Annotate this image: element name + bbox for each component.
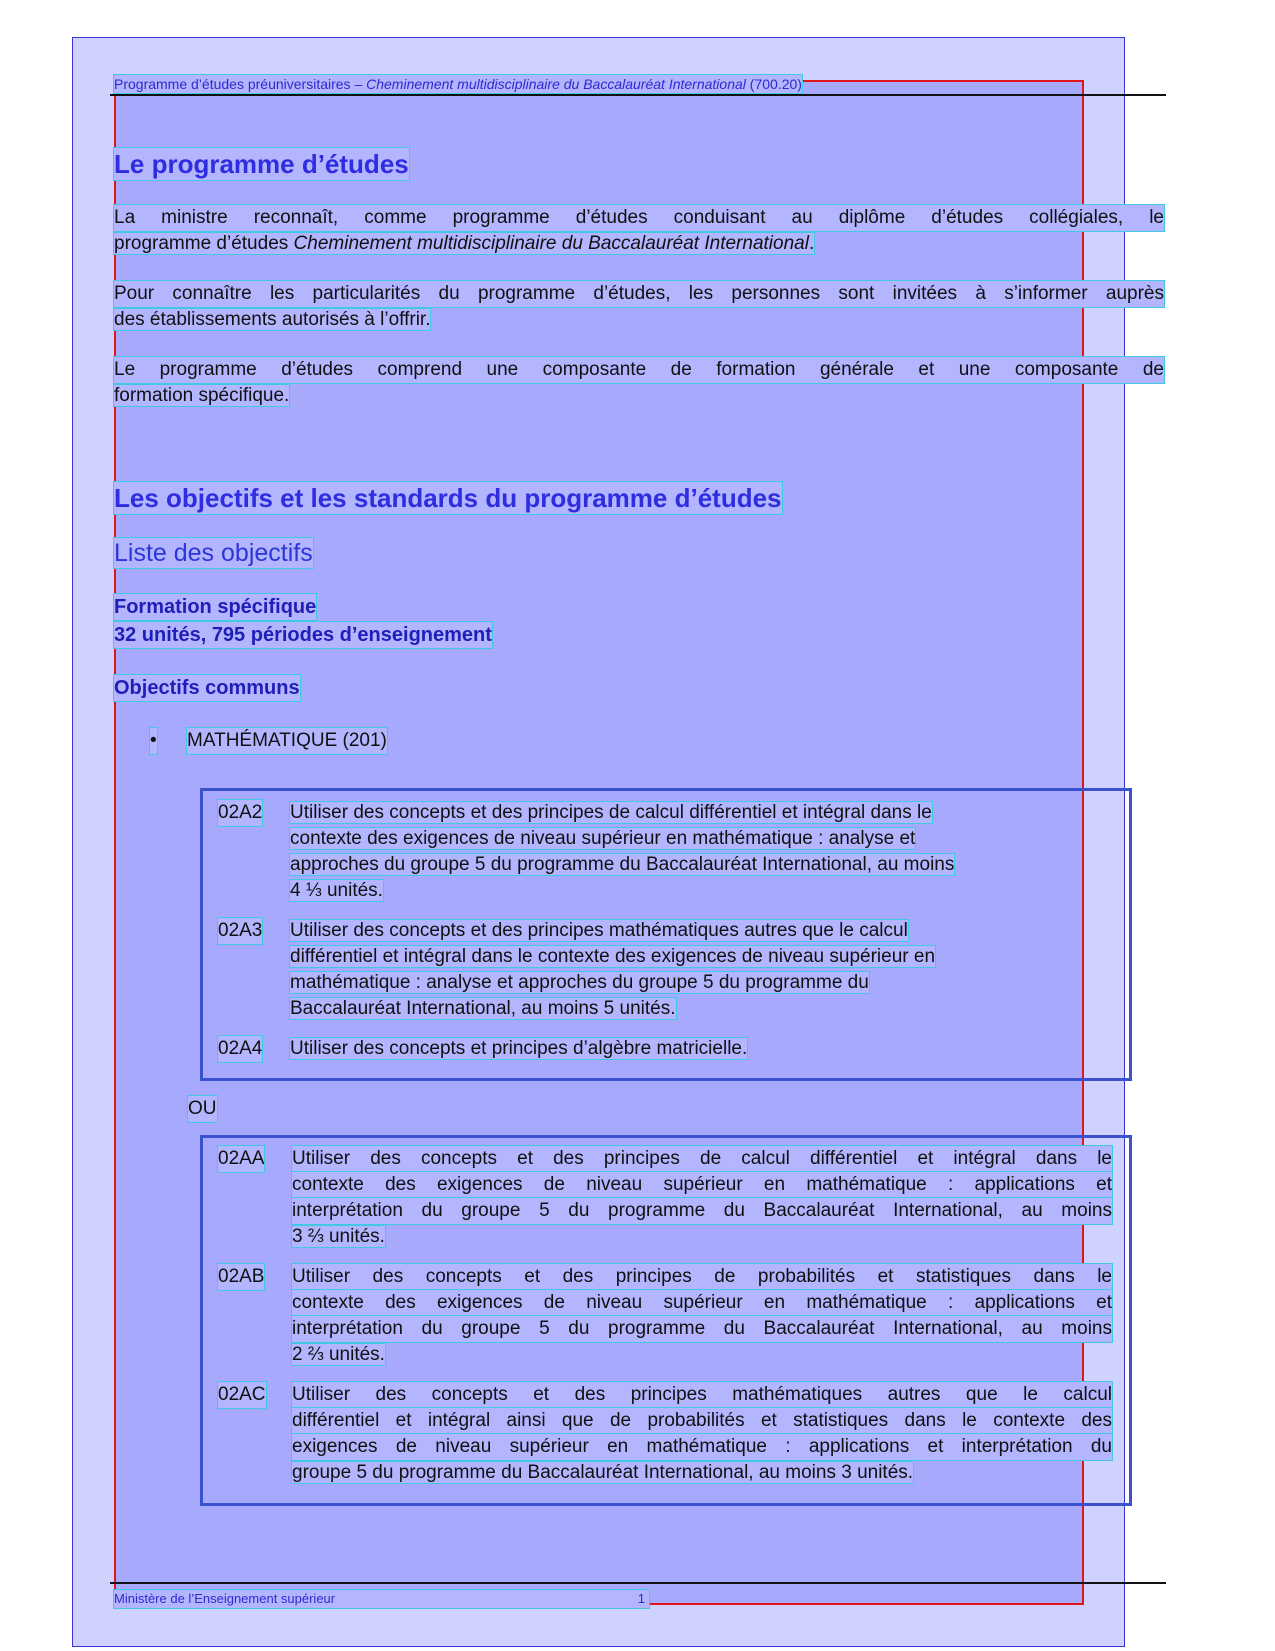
footer-rule xyxy=(110,1582,1166,1584)
objective-line: Utiliser des concepts et des principes de probabilités et statistiques dans le xyxy=(292,1264,1112,1290)
footer-ministry: Ministère de l’Enseignement supérieur xyxy=(114,1591,336,1606)
paragraph-text: . xyxy=(808,233,815,254)
objective-statement xyxy=(292,1382,1112,1486)
formation-label: Formation spécifique xyxy=(114,596,317,618)
header-code: (700.20) xyxy=(745,76,802,92)
objective-line: Utiliser des concepts et des principes mathématiques autres que le calcul xyxy=(290,920,908,941)
objective-line: interprétation du groupe 5 du programme du Baccalauréat International, au moins xyxy=(292,1198,1112,1224)
objective-line: interprétation du groupe 5 du programme du Baccalauréat International, au moins xyxy=(292,1316,1112,1342)
header-rule xyxy=(110,94,1166,96)
program-name: Cheminement multidisciplinaire du Baccalauréat International xyxy=(293,233,809,254)
footer xyxy=(114,1590,649,1608)
objective-code: 02A2 xyxy=(218,800,262,826)
paragraph-line xyxy=(114,231,1164,257)
objective-line: contexte des exigences de niveau supérieur en mathématique : applications et xyxy=(292,1290,1112,1316)
objective-statement xyxy=(290,1036,747,1062)
objective-code: 02AB xyxy=(218,1264,264,1290)
objective-line: Utiliser des concepts et principes d’algèbre matricielle. xyxy=(290,1038,748,1059)
page-number: 1 xyxy=(637,1591,645,1606)
objective-code: 02A4 xyxy=(218,1036,262,1062)
or-separator: OU xyxy=(188,1096,217,1122)
formation-units: 32 unités, 795 périodes d’enseignement xyxy=(114,624,492,646)
objective-line: Utiliser des concepts et des principes de calcul différentiel et intégral dans le xyxy=(292,1146,1112,1172)
objective-line: contexte des exigences de niveau supérieur en mathématique : applications et xyxy=(292,1172,1112,1198)
objective-line: 4 ⅓ unités. xyxy=(290,880,383,901)
paragraph-line: des établissements autorisés à l’offrir. xyxy=(114,309,431,330)
running-header xyxy=(114,75,802,93)
paragraph-line: La ministre reconnaît, comme programme d’études conduisant au diplôme d’études collégiales, le xyxy=(114,205,1164,231)
paragraph-text: programme d’études xyxy=(114,233,294,254)
objective-line: approches du groupe 5 du programme du Baccalauréat International, au moins xyxy=(290,854,955,875)
section-title-objectives: Les objectifs et les standards du programme d’études xyxy=(114,483,782,513)
header-prefix: Programme d’études préuniversitaires – xyxy=(114,76,367,92)
objective-code: 02AA xyxy=(218,1146,264,1172)
objective-line: Utiliser des concepts et des principes mathématiques autres que le calcul xyxy=(292,1382,1112,1408)
common-objectives-label: Objectifs communs xyxy=(114,677,300,699)
paragraph-recognition xyxy=(114,205,1164,257)
paragraph-line: Pour connaître les particularités du programme d’études, les personnes sont invitées à s’informer auprès xyxy=(114,281,1164,307)
objective-line: différentiel et intégral ainsi que de probabilités et statistiques dans le contexte des xyxy=(292,1408,1112,1434)
paragraph-line: formation spécifique. xyxy=(114,385,290,406)
objective-code: 02A3 xyxy=(218,918,262,944)
objective-line: Utiliser des concepts et des principes de calcul différentiel et intégral dans le xyxy=(290,802,932,823)
subject-mathematique: MATHÉMATIQUE (201) xyxy=(187,728,387,754)
objective-code: 02AC xyxy=(218,1382,266,1408)
objective-line: Baccalauréat International, au moins 5 unités. xyxy=(290,998,676,1019)
paragraph-components xyxy=(114,357,1164,409)
objective-line: différentiel et intégral dans le contexte des exigences de niveau supérieur en xyxy=(290,946,936,967)
objectives-list-title: Liste des objectifs xyxy=(114,539,313,567)
objective-line: groupe 5 du programme du Baccalauréat International, au moins 3 unités. xyxy=(292,1462,914,1483)
paragraph-line: Le programme d’études comprend une composante de formation générale et une composante de xyxy=(114,357,1164,383)
objective-line: mathématique : analyse et approches du groupe 5 du programme du xyxy=(290,972,869,993)
objective-line: contexte des exigences de niveau supérieur en mathématique : analyse et xyxy=(290,828,916,849)
objective-statement xyxy=(290,800,954,904)
objective-line: 2 ⅔ unités. xyxy=(292,1344,385,1365)
objective-statement xyxy=(292,1146,1112,1250)
bullet-icon: • xyxy=(150,728,157,754)
header-program: Cheminement multidisciplinaire du Baccalauréat International xyxy=(366,76,746,92)
objective-line: exigences de niveau supérieur en mathématique : applications et interprétation du xyxy=(292,1434,1112,1460)
objective-statement xyxy=(292,1264,1112,1368)
section-title-programme: Le programme d’études xyxy=(114,149,409,179)
objective-statement xyxy=(290,918,935,1022)
paragraph-particularities xyxy=(114,281,1164,333)
objective-line: 3 ⅔ unités. xyxy=(292,1226,385,1247)
